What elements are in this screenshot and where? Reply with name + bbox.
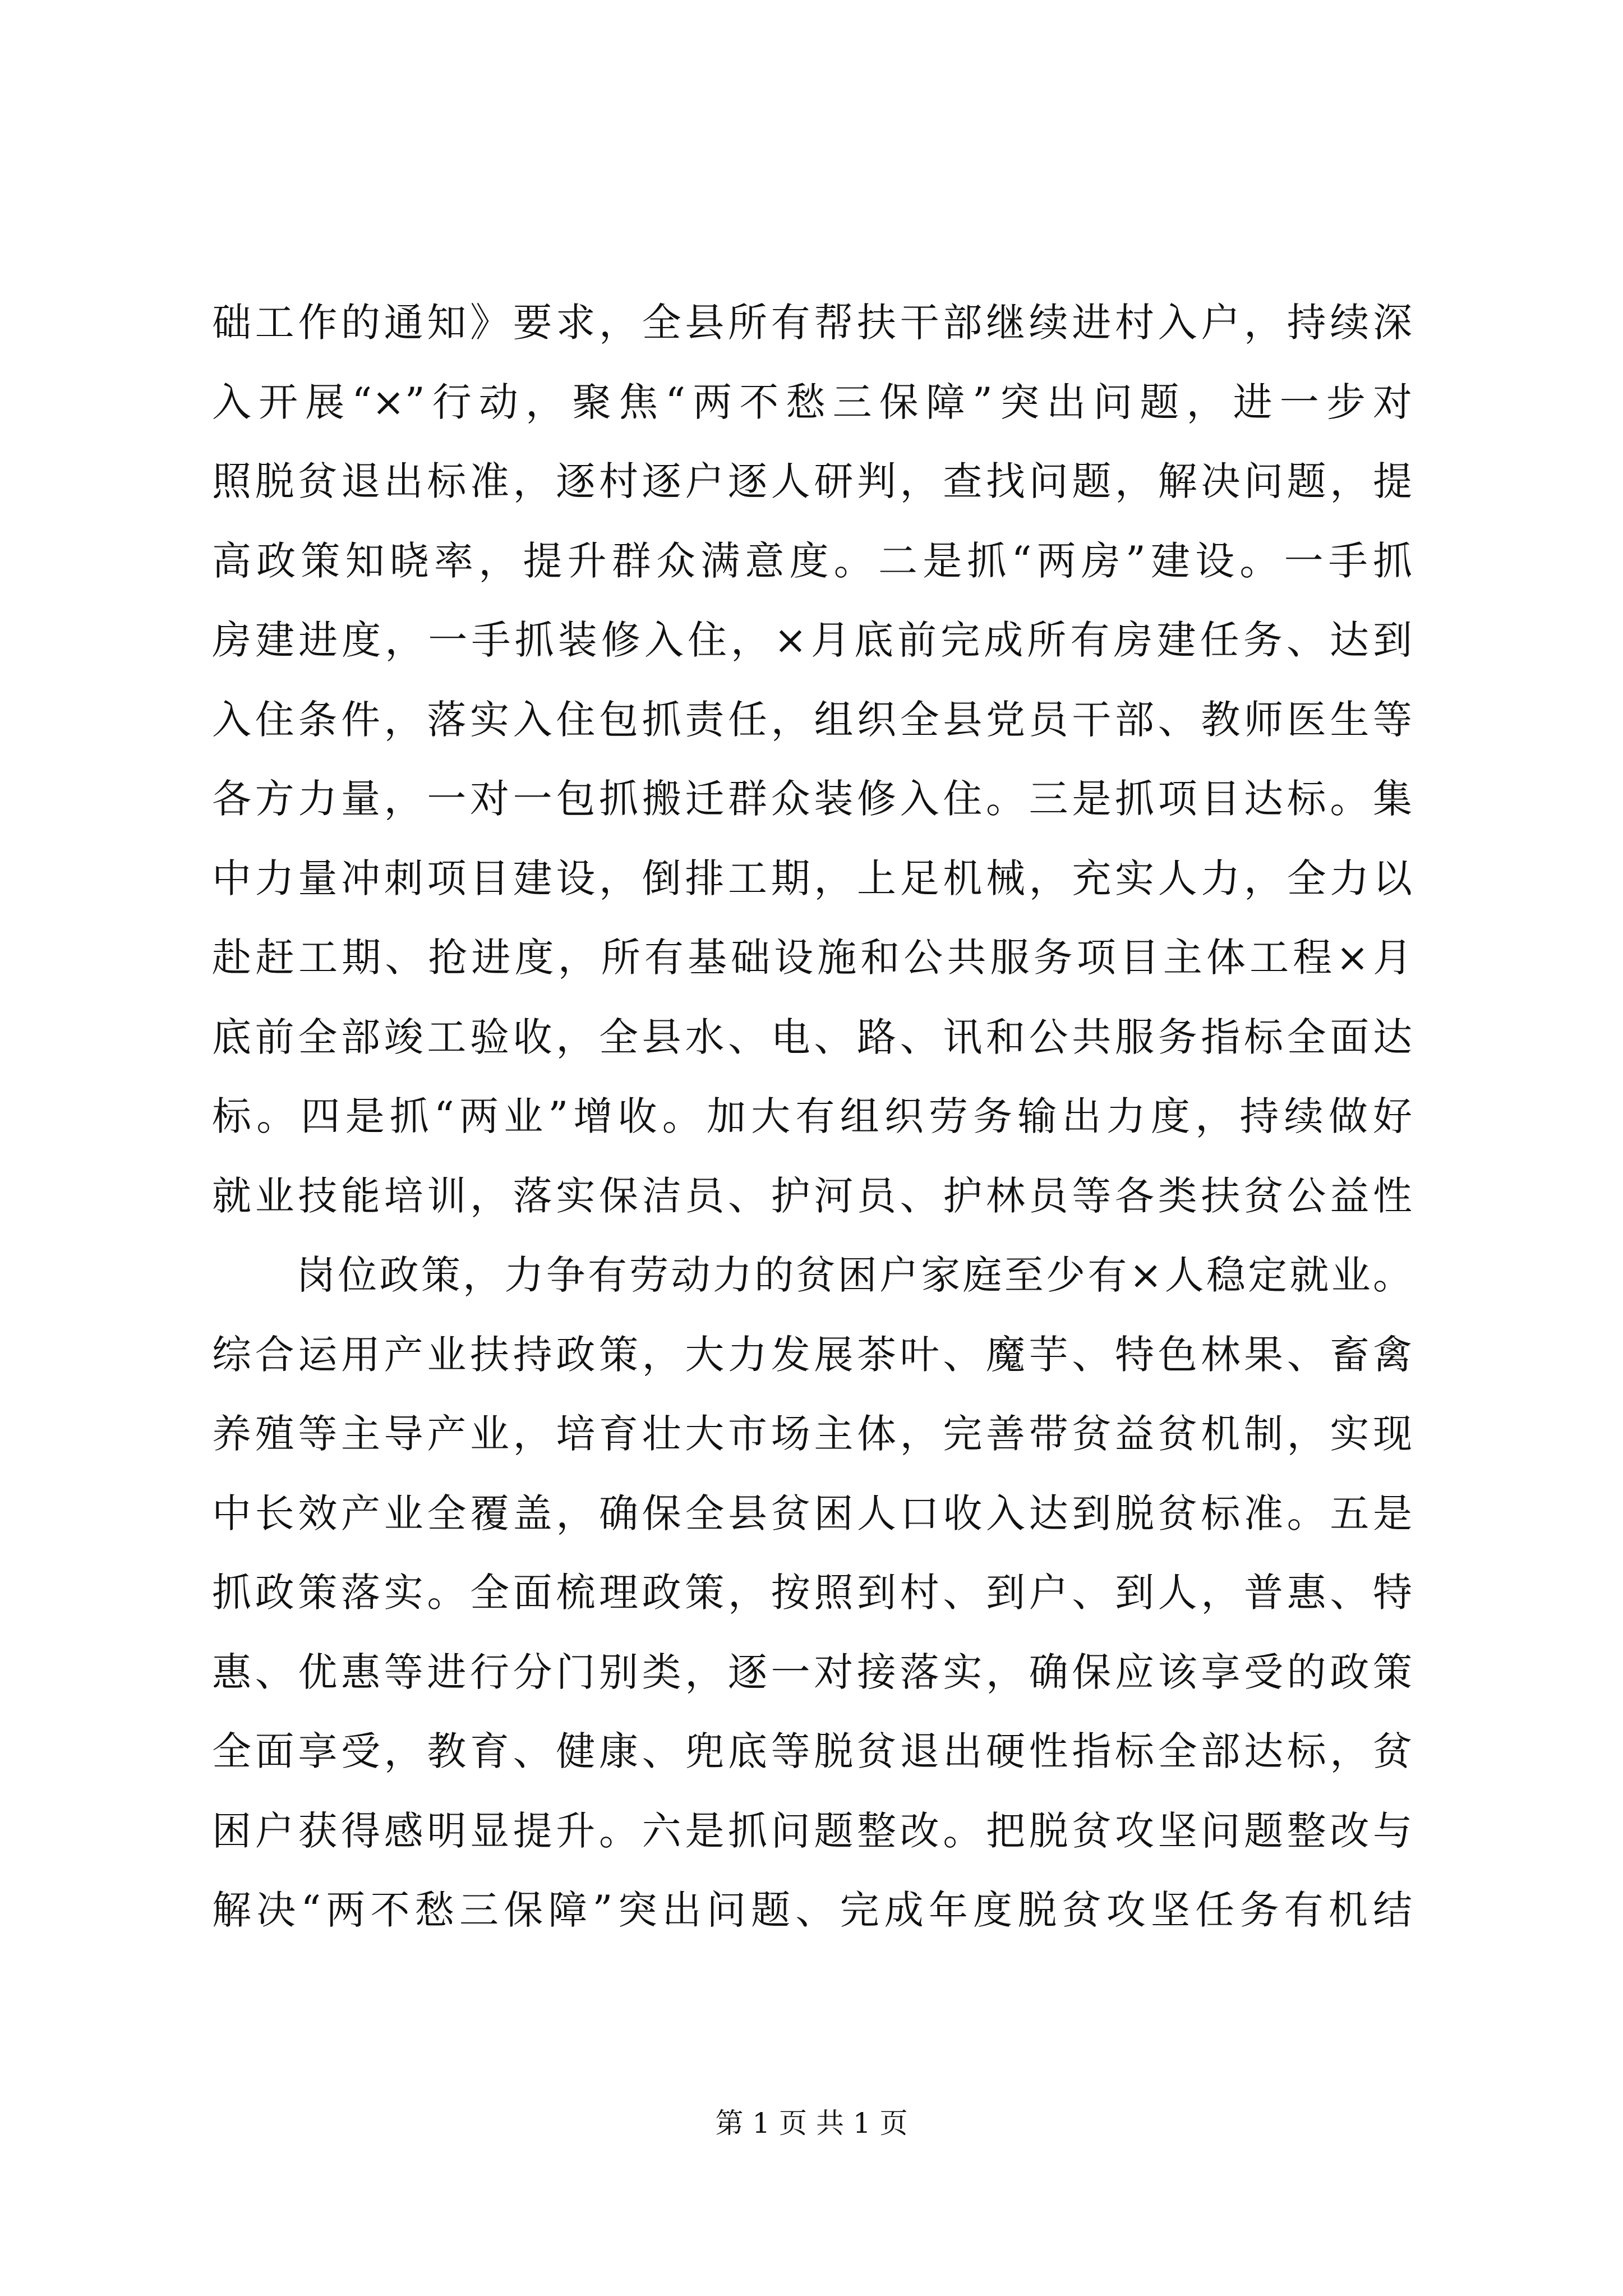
page-footer [0,2104,1623,2143]
text-line: 入住条件，落实入住包抓责任，组织全县党员干部、教师医生等 [212,696,1412,743]
text-line: 标。四是抓“两业”增收。加大有组织劳务输出力度，持续做好 [212,1093,1412,1139]
text-line: 全面享受，教育、健康、兜底等脱贫退出硬性指标全部达标，贫 [212,1728,1412,1774]
text-line: 中长效产业全覆盖，确保全县贫困人口收入达到脱贫标准。五是 [212,1490,1412,1536]
text-line: 就业技能培训，落实保洁员、护河员、护林员等各类扶贫公益性 [212,1172,1412,1219]
text-line: 高政策知晓率，提升群众满意度。二是抓“两房”建设。一手抓 [212,537,1412,584]
text-line-indented: 岗位政策，力争有劳动力的贫困户家庭至少有×人稳定就业。 [296,1252,1412,1298]
text-line: 惠、优惠等进行分门别类，逐一对接落实，确保应该享受的政策 [212,1649,1412,1695]
text-line: 综合运用产业扶持政策，大力发展茶叶、魔芋、特色林果、畜禽 [212,1331,1412,1378]
text-line: 解决“两不愁三保障”突出问题、完成年度脱贫攻坚任务有机结 [212,1887,1412,1933]
text-line: 房建进度，一手抓装修入住，×月底前完成所有房建任务、达到 [212,617,1412,663]
text-line: 中力量冲刺项目建设，倒排工期，上足机械，充实人力，全力以 [212,855,1412,901]
text-line: 础工作的通知》要求，全县所有帮扶干部继续进村入户，持续深 [212,300,1412,346]
text-line: 入开展“×”行动，聚焦“两不愁三保障”突出问题，进一步对 [212,379,1412,425]
page-number: 第 1 页 共 1 页 [715,2107,908,2139]
text-line: 困户获得感明显提升。六是抓问题整改。把脱贫攻坚问题整改与 [212,1807,1412,1854]
text-line: 养殖等主导产业，培育壮大市场主体，完善带贫益贫机制，实现 [212,1411,1412,1457]
text-line: 底前全部竣工验收，全县水、电、路、讯和公共服务指标全面达 [212,1014,1412,1060]
text-line: 各方力量，一对一包抓搬迁群众装修入住。三是抓项目达标。集 [212,776,1412,822]
text-line: 赴赶工期、抢进度，所有基础设施和公共服务项目主体工程×月 [212,935,1412,981]
body-text [212,283,1412,1950]
text-line: 照脱贫退出标准，逐村逐户逐人研判，查找问题，解决问题，提 [212,458,1412,504]
text-line: 抓政策落实。全面梳理政策，按照到村、到户、到人，普惠、特 [212,1570,1412,1616]
